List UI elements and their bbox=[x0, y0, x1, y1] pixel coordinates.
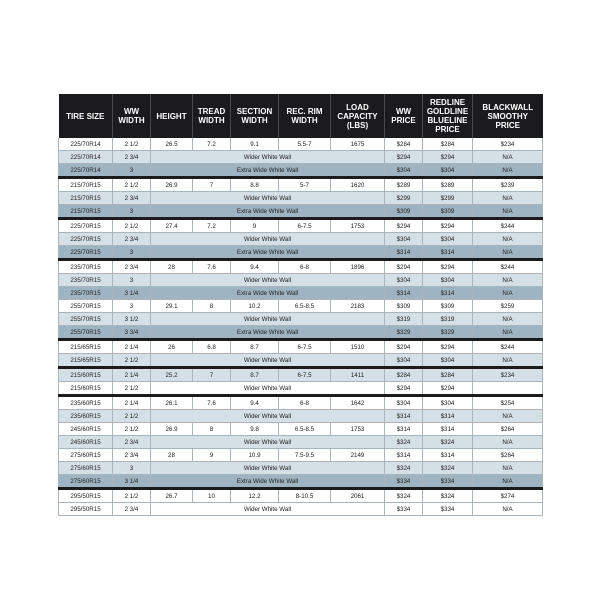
cell-ww-price: $304 bbox=[385, 164, 423, 178]
cell-ww-price: $294 bbox=[385, 260, 423, 274]
cell-note: Wider White Wall bbox=[151, 436, 385, 449]
cell-tread-width: 7.6 bbox=[193, 396, 231, 410]
cell-height: 26.5 bbox=[151, 138, 193, 151]
cell-blackwall-price: $264 bbox=[473, 449, 543, 462]
cell-height: 28 bbox=[151, 449, 193, 462]
cell-ww-price: $314 bbox=[385, 423, 423, 436]
cell-redline-price: $324 bbox=[423, 489, 473, 503]
cell-tire-size: 235/70R15 bbox=[59, 287, 113, 300]
cell-redline-price: $314 bbox=[423, 287, 473, 300]
cell-ww-width: 3 3/4 bbox=[113, 326, 151, 340]
cell-note: Wider White Wall bbox=[151, 274, 385, 287]
cell-load-capacity: 2061 bbox=[331, 489, 385, 503]
cell-ww-width: 3 1/4 bbox=[113, 475, 151, 489]
cell-ww-price: $314 bbox=[385, 246, 423, 260]
table-row bbox=[59, 313, 543, 326]
cell-note: Wider White Wall bbox=[151, 410, 385, 423]
table-row bbox=[59, 164, 543, 178]
cell-note: Wider White Wall bbox=[151, 354, 385, 368]
table-row bbox=[59, 423, 543, 436]
cell-rim-width: 5.5-7 bbox=[279, 138, 331, 151]
header-line: BLUELINE bbox=[427, 116, 468, 125]
cell-ww-width: 2 1/2 bbox=[113, 423, 151, 436]
cell-blackwall-price bbox=[473, 382, 543, 396]
cell-ww-price: $319 bbox=[385, 313, 423, 326]
header-line: CAPACITY bbox=[337, 111, 378, 121]
header-line: WIDTH bbox=[118, 116, 145, 125]
cell-ww-price: $334 bbox=[385, 475, 423, 489]
cell-ww-price: $289 bbox=[385, 178, 423, 192]
table-row bbox=[59, 475, 543, 489]
cell-ww-price: $304 bbox=[385, 354, 423, 368]
cell-ww-price: $324 bbox=[385, 489, 423, 503]
cell-blackwall-price: N/A bbox=[473, 354, 543, 368]
cell-blackwall-price: N/A bbox=[473, 326, 543, 340]
cell-redline-price: $284 bbox=[423, 138, 473, 151]
header-line: SMOOTHY bbox=[487, 111, 528, 121]
cell-blackwall-price: N/A bbox=[473, 313, 543, 326]
table-row bbox=[59, 274, 543, 287]
cell-height: 26.9 bbox=[151, 178, 193, 192]
cell-tire-size: 245/60R15 bbox=[59, 436, 113, 449]
cell-tire-size: 275/60R15 bbox=[59, 475, 113, 489]
cell-tread-width: 6.8 bbox=[193, 340, 231, 354]
cell-tire-size: 225/70R15 bbox=[59, 246, 113, 260]
table-row bbox=[59, 138, 543, 151]
cell-redline-price: $319 bbox=[423, 313, 473, 326]
cell-ww-width: 2 3/4 bbox=[113, 503, 151, 516]
cell-ww-price: $304 bbox=[385, 233, 423, 246]
cell-tire-size: 225/70R14 bbox=[59, 138, 113, 151]
cell-tire-size: 275/60R15 bbox=[59, 462, 113, 475]
cell-note: Extra Wide White Wall bbox=[151, 326, 385, 340]
cell-tire-size: 215/60R15 bbox=[59, 382, 113, 396]
table-row bbox=[59, 260, 543, 274]
cell-ww-width: 3 bbox=[113, 300, 151, 313]
cell-ww-width: 3 bbox=[113, 462, 151, 475]
cell-ww-width: 3 bbox=[113, 205, 151, 219]
cell-tread-width: 10 bbox=[193, 489, 231, 503]
cell-ww-width: 2 1/2 bbox=[113, 178, 151, 192]
cell-blackwall-price: N/A bbox=[473, 287, 543, 300]
cell-ww-price: $294 bbox=[385, 151, 423, 164]
cell-ww-price: $299 bbox=[385, 192, 423, 205]
cell-redline-price: $304 bbox=[423, 396, 473, 410]
cell-redline-price: $284 bbox=[423, 368, 473, 382]
cell-section-width: 9.1 bbox=[231, 138, 279, 151]
cell-blackwall-price: $239 bbox=[473, 178, 543, 192]
header-line: REC. RIM bbox=[286, 107, 323, 116]
cell-redline-price: $309 bbox=[423, 205, 473, 219]
cell-rim-width: 6-8 bbox=[279, 260, 331, 274]
cell-tire-size: 215/65R15 bbox=[59, 340, 113, 354]
cell-ww-width: 3 bbox=[113, 164, 151, 178]
cell-tread-width: 7.2 bbox=[193, 219, 231, 233]
cell-rim-width: 6-8 bbox=[279, 396, 331, 410]
cell-note: Wider White Wall bbox=[151, 313, 385, 326]
cell-blackwall-price: N/A bbox=[473, 151, 543, 164]
cell-rim-width: 6.5-8.5 bbox=[279, 300, 331, 313]
cell-redline-price: $314 bbox=[423, 410, 473, 423]
header-ww-price bbox=[385, 94, 423, 138]
table-row bbox=[59, 192, 543, 205]
table-row bbox=[59, 246, 543, 260]
table-row bbox=[59, 396, 543, 410]
table-row bbox=[59, 340, 543, 354]
header-line: (LBS) bbox=[346, 120, 369, 130]
cell-redline-price: $314 bbox=[423, 246, 473, 260]
cell-note: Extra Wide White Wall bbox=[151, 246, 385, 260]
cell-load-capacity: 1675 bbox=[331, 138, 385, 151]
table-row bbox=[59, 410, 543, 423]
header-line: SECTION bbox=[236, 107, 273, 116]
cell-tire-size: 235/70R15 bbox=[59, 274, 113, 287]
table-row bbox=[59, 449, 543, 462]
table-row bbox=[59, 489, 543, 503]
cell-blackwall-price: N/A bbox=[473, 274, 543, 287]
cell-ww-width: 2 3/4 bbox=[113, 449, 151, 462]
cell-note: Extra Wide White Wall bbox=[151, 164, 385, 178]
cell-section-width: 8.7 bbox=[231, 340, 279, 354]
cell-tire-size: 235/60R15 bbox=[59, 396, 113, 410]
tire-price-table bbox=[58, 94, 543, 516]
cell-blackwall-price: $234 bbox=[473, 138, 543, 151]
cell-ww-width: 3 bbox=[113, 274, 151, 287]
cell-height: 26.9 bbox=[151, 423, 193, 436]
cell-note: Wider White Wall bbox=[151, 382, 385, 396]
cell-tire-size: 215/65R15 bbox=[59, 354, 113, 368]
cell-rim-width: 6-7.5 bbox=[279, 368, 331, 382]
cell-load-capacity: 1620 bbox=[331, 178, 385, 192]
header-line: HEIGHT bbox=[156, 111, 187, 121]
cell-ww-price: $314 bbox=[385, 449, 423, 462]
cell-ww-price: $324 bbox=[385, 436, 423, 449]
cell-redline-price: $294 bbox=[423, 219, 473, 233]
cell-tire-size: 225/70R14 bbox=[59, 151, 113, 164]
cell-ww-price: $294 bbox=[385, 219, 423, 233]
header-line: WIDTH bbox=[291, 116, 318, 125]
cell-tire-size: 215/60R15 bbox=[59, 368, 113, 382]
cell-section-width: 10.2 bbox=[231, 300, 279, 313]
cell-blackwall-price: N/A bbox=[473, 233, 543, 246]
table-row bbox=[59, 205, 543, 219]
header-section-width bbox=[231, 94, 279, 138]
cell-height: 25.2 bbox=[151, 368, 193, 382]
cell-ww-width: 2 3/4 bbox=[113, 260, 151, 274]
cell-note: Wider White Wall bbox=[151, 151, 385, 164]
cell-ww-width: 2 1/2 bbox=[113, 489, 151, 503]
cell-load-capacity: 2149 bbox=[331, 449, 385, 462]
cell-rim-width: 6-7.5 bbox=[279, 219, 331, 233]
cell-load-capacity: 1642 bbox=[331, 396, 385, 410]
cell-ww-price: $304 bbox=[385, 274, 423, 287]
header-redline-price bbox=[423, 94, 473, 138]
cell-ww-price: $314 bbox=[385, 287, 423, 300]
cell-load-capacity: 1753 bbox=[331, 219, 385, 233]
cell-blackwall-price: N/A bbox=[473, 436, 543, 449]
cell-note: Extra Wide White Wall bbox=[151, 475, 385, 489]
cell-redline-price: $294 bbox=[423, 151, 473, 164]
header-line: WIDTH bbox=[198, 116, 225, 125]
header-line: LOAD bbox=[346, 102, 369, 112]
cell-tread-width: 8 bbox=[193, 300, 231, 313]
cell-redline-price: $334 bbox=[423, 503, 473, 516]
cell-section-width: 10.9 bbox=[231, 449, 279, 462]
cell-tire-size: 225/70R14 bbox=[59, 164, 113, 178]
cell-rim-width: 6.5-8.5 bbox=[279, 423, 331, 436]
cell-height: 29.1 bbox=[151, 300, 193, 313]
cell-tire-size: 235/70R15 bbox=[59, 260, 113, 274]
cell-ww-width: 2 1/2 bbox=[113, 354, 151, 368]
cell-rim-width: 8-10.5 bbox=[279, 489, 331, 503]
header-row bbox=[59, 94, 543, 138]
header-rec-rim-width bbox=[279, 94, 331, 138]
cell-tire-size: 255/70R15 bbox=[59, 300, 113, 313]
cell-ww-width: 2 3/4 bbox=[113, 436, 151, 449]
table-row bbox=[59, 326, 543, 340]
cell-note: Wider White Wall bbox=[151, 192, 385, 205]
table-row bbox=[59, 233, 543, 246]
cell-blackwall-price: $254 bbox=[473, 396, 543, 410]
cell-redline-price: $334 bbox=[423, 475, 473, 489]
cell-tire-size: 295/50R15 bbox=[59, 489, 113, 503]
header-line: PRICE bbox=[435, 125, 460, 134]
cell-tire-size: 245/60R15 bbox=[59, 423, 113, 436]
cell-rim-width: 7.5-9.5 bbox=[279, 449, 331, 462]
cell-blackwall-price: N/A bbox=[473, 205, 543, 219]
table-row bbox=[59, 503, 543, 516]
cell-redline-price: $304 bbox=[423, 164, 473, 178]
cell-ww-width: 2 1/2 bbox=[113, 382, 151, 396]
header-blackwall-price bbox=[473, 94, 543, 138]
cell-load-capacity: 1411 bbox=[331, 368, 385, 382]
header-line: WW bbox=[395, 107, 412, 116]
cell-height: 26 bbox=[151, 340, 193, 354]
table-row bbox=[59, 436, 543, 449]
cell-ww-price: $284 bbox=[385, 368, 423, 382]
cell-load-capacity: 2183 bbox=[331, 300, 385, 313]
cell-tread-width: 9 bbox=[193, 449, 231, 462]
cell-ww-width: 2 1/2 bbox=[113, 219, 151, 233]
cell-blackwall-price: N/A bbox=[473, 475, 543, 489]
cell-ww-price: $334 bbox=[385, 503, 423, 516]
cell-redline-price: $324 bbox=[423, 436, 473, 449]
cell-blackwall-price: $259 bbox=[473, 300, 543, 313]
header-line: REDLINE bbox=[429, 98, 466, 107]
cell-height: 26.7 bbox=[151, 489, 193, 503]
cell-tread-width: 7 bbox=[193, 178, 231, 192]
cell-ww-price: $324 bbox=[385, 462, 423, 475]
cell-section-width: 8.8 bbox=[231, 178, 279, 192]
table-row bbox=[59, 382, 543, 396]
header-line: WW bbox=[123, 107, 140, 116]
cell-tread-width: 8 bbox=[193, 423, 231, 436]
cell-section-width: 9.8 bbox=[231, 423, 279, 436]
header-ww-width bbox=[113, 94, 151, 138]
cell-load-capacity: 1510 bbox=[331, 340, 385, 354]
cell-redline-price: $314 bbox=[423, 449, 473, 462]
cell-load-capacity: 1753 bbox=[331, 423, 385, 436]
cell-redline-price: $289 bbox=[423, 178, 473, 192]
cell-redline-price: $324 bbox=[423, 462, 473, 475]
cell-tire-size: 295/50R15 bbox=[59, 503, 113, 516]
cell-ww-price: $309 bbox=[385, 300, 423, 313]
cell-blackwall-price: N/A bbox=[473, 503, 543, 516]
header-line: PRICE bbox=[391, 116, 416, 125]
cell-rim-width: 6-7.5 bbox=[279, 340, 331, 354]
table-row bbox=[59, 287, 543, 300]
cell-ww-price: $294 bbox=[385, 382, 423, 396]
cell-ww-price: $314 bbox=[385, 410, 423, 423]
cell-tire-size: 215/70R15 bbox=[59, 192, 113, 205]
cell-blackwall-price: $244 bbox=[473, 219, 543, 233]
cell-redline-price: $294 bbox=[423, 340, 473, 354]
cell-tire-size: 225/70R15 bbox=[59, 219, 113, 233]
cell-tire-size: 215/70R15 bbox=[59, 205, 113, 219]
header-tire-size bbox=[59, 94, 113, 138]
cell-tread-width: 7.6 bbox=[193, 260, 231, 274]
cell-note: Wider White Wall bbox=[151, 503, 385, 516]
table-row bbox=[59, 462, 543, 475]
header-line: GOLDLINE bbox=[426, 107, 469, 116]
cell-section-width: 9.4 bbox=[231, 396, 279, 410]
cell-ww-width: 3 1/2 bbox=[113, 313, 151, 326]
cell-ww-width: 2 1/4 bbox=[113, 368, 151, 382]
cell-tire-size: 215/70R15 bbox=[59, 178, 113, 192]
cell-section-width: 9 bbox=[231, 219, 279, 233]
header-tread-width bbox=[193, 94, 231, 138]
cell-blackwall-price: $274 bbox=[473, 489, 543, 503]
cell-height: 26.1 bbox=[151, 396, 193, 410]
cell-note: Extra Wide White Wall bbox=[151, 205, 385, 219]
cell-tire-size: 235/60R15 bbox=[59, 410, 113, 423]
header-line: WIDTH bbox=[241, 116, 268, 125]
cell-redline-price: $329 bbox=[423, 326, 473, 340]
cell-blackwall-price: $244 bbox=[473, 260, 543, 274]
cell-redline-price: $299 bbox=[423, 192, 473, 205]
cell-ww-price: $304 bbox=[385, 396, 423, 410]
cell-blackwall-price: $234 bbox=[473, 368, 543, 382]
cell-redline-price: $304 bbox=[423, 233, 473, 246]
cell-note: Wider White Wall bbox=[151, 462, 385, 475]
cell-tread-width: 7.2 bbox=[193, 138, 231, 151]
cell-tire-size: 255/70R15 bbox=[59, 326, 113, 340]
cell-redline-price: $294 bbox=[423, 382, 473, 396]
cell-section-width: 12.2 bbox=[231, 489, 279, 503]
cell-blackwall-price: $264 bbox=[473, 423, 543, 436]
cell-redline-price: $304 bbox=[423, 354, 473, 368]
cell-note: Extra Wide White Wall bbox=[151, 287, 385, 300]
header-load-capacity bbox=[331, 94, 385, 138]
table-row bbox=[59, 354, 543, 368]
header-line: TREAD bbox=[197, 107, 226, 116]
header-line: BLACKWALL bbox=[482, 102, 534, 112]
header-line: PRICE bbox=[495, 120, 520, 130]
cell-ww-price: $294 bbox=[385, 340, 423, 354]
cell-ww-width: 2 3/4 bbox=[113, 151, 151, 164]
table-row bbox=[59, 219, 543, 233]
cell-ww-price: $284 bbox=[385, 138, 423, 151]
cell-blackwall-price: N/A bbox=[473, 462, 543, 475]
cell-ww-width: 2 3/4 bbox=[113, 233, 151, 246]
cell-ww-width: 2 1/4 bbox=[113, 396, 151, 410]
table-row bbox=[59, 300, 543, 313]
cell-section-width: 8.7 bbox=[231, 368, 279, 382]
cell-redline-price: $294 bbox=[423, 260, 473, 274]
cell-section-width: 9.4 bbox=[231, 260, 279, 274]
cell-ww-width: 2 1/4 bbox=[113, 340, 151, 354]
cell-ww-price: $329 bbox=[385, 326, 423, 340]
cell-ww-width: 2 3/4 bbox=[113, 192, 151, 205]
cell-tire-size: 225/70R15 bbox=[59, 233, 113, 246]
cell-redline-price: $309 bbox=[423, 300, 473, 313]
cell-ww-width: 2 1/2 bbox=[113, 138, 151, 151]
cell-tire-size: 275/60R15 bbox=[59, 449, 113, 462]
table-row bbox=[59, 178, 543, 192]
header-line: TIRE SIZE bbox=[66, 111, 105, 121]
table-row bbox=[59, 151, 543, 164]
cell-ww-price: $309 bbox=[385, 205, 423, 219]
table-row bbox=[59, 368, 543, 382]
cell-rim-width: 5-7 bbox=[279, 178, 331, 192]
cell-height: 27.4 bbox=[151, 219, 193, 233]
cell-blackwall-price: N/A bbox=[473, 246, 543, 260]
cell-blackwall-price: N/A bbox=[473, 164, 543, 178]
table-body bbox=[59, 138, 543, 516]
cell-ww-width: 3 bbox=[113, 246, 151, 260]
cell-load-capacity: 1896 bbox=[331, 260, 385, 274]
cell-redline-price: $304 bbox=[423, 274, 473, 287]
cell-redline-price: $314 bbox=[423, 423, 473, 436]
cell-ww-width: 2 1/2 bbox=[113, 410, 151, 423]
cell-ww-width: 3 1/4 bbox=[113, 287, 151, 300]
cell-blackwall-price: N/A bbox=[473, 410, 543, 423]
cell-blackwall-price: N/A bbox=[473, 192, 543, 205]
cell-height: 28 bbox=[151, 260, 193, 274]
cell-tread-width: 7 bbox=[193, 368, 231, 382]
header-height bbox=[151, 94, 193, 138]
cell-tire-size: 255/70R15 bbox=[59, 313, 113, 326]
cell-note: Wider White Wall bbox=[151, 233, 385, 246]
cell-blackwall-price: $244 bbox=[473, 340, 543, 354]
